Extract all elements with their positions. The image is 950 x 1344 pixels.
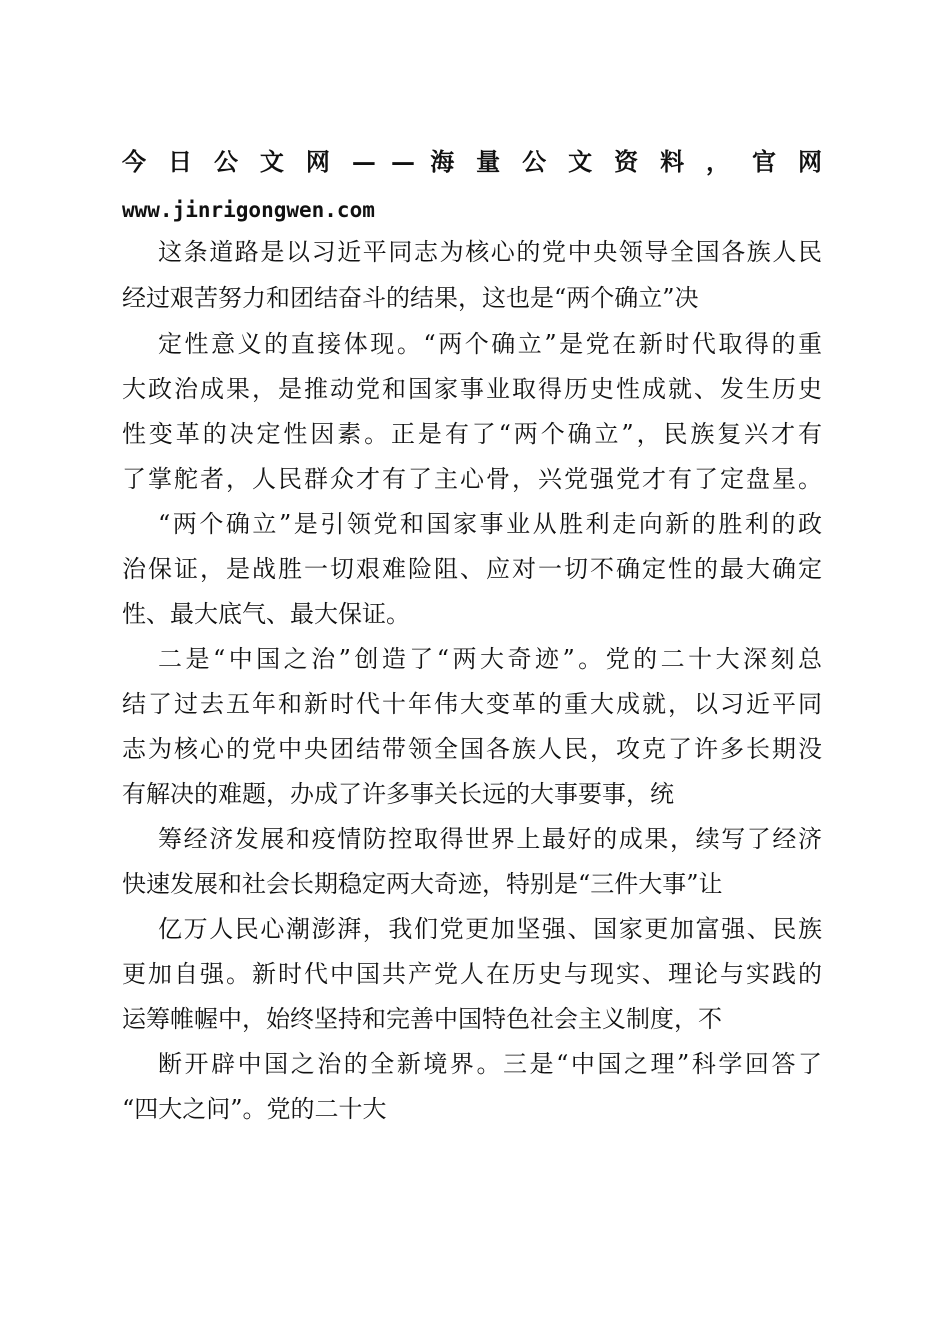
body-line: “两个确立”是引领党和国家事业从胜利走向新的胜利的政 <box>158 510 822 538</box>
header-title: 今 日 公 文 网 — — 海 量 公 文 资 料 ， 官 网 <box>122 147 822 176</box>
body-line: “四大之问”。党的二十大 <box>122 1095 387 1123</box>
body-line: 更加自强。新时代中国共产党人在历史与现实、理论与实践的 <box>122 960 822 988</box>
body-line: 定性意义的直接体现。“两个确立”是党在新时代取得的重 <box>158 330 822 358</box>
body-line: 运筹帷幄中，始终坚持和完善中国特色社会主义制度，不 <box>122 1005 722 1033</box>
body-line: 有解决的难题，办成了许多事关长远的大事要事，统 <box>122 780 674 808</box>
body-line: 亿万人民心潮澎湃，我们党更加坚强、国家更加富强、民族 <box>158 915 822 943</box>
body-line: 结了过去五年和新时代十年伟大变革的重大成就，以习近平同 <box>122 690 822 718</box>
body-line: 性、最大底气、最大保证。 <box>122 600 410 628</box>
body-line: 这条道路是以习近平同志为核心的党中央领导全国各族人民 <box>158 238 822 266</box>
body-line: 大政治成果，是推动党和国家事业取得历史性成就、发生历史 <box>122 375 822 403</box>
body-line: 了掌舵者，人民群众才有了主心骨，兴党强党才有了定盘星。 <box>122 465 822 493</box>
body-line: 快速发展和社会长期稳定两大奇迹，特别是“三件大事”让 <box>122 870 723 898</box>
body-line: 断开辟中国之治的全新境界。三是“中国之理”科学回答了 <box>158 1050 822 1078</box>
body-line: 志为核心的党中央团结带领全国各族人民，攻克了许多长期没 <box>122 735 822 763</box>
body-line: 治保证，是战胜一切艰难险阻、应对一切不确定性的最大确定 <box>122 555 822 583</box>
body-line: 二是“中国之治”创造了“两大奇迹”。党的二十大深刻总 <box>158 645 822 673</box>
header-url: www.jinrigongwen.com <box>122 198 375 222</box>
body-line: 经过艰苦努力和团结奋斗的结果，这也是“两个确立”决 <box>122 284 699 312</box>
body-line: 筹经济发展和疫情防控取得世界上最好的成果，续写了经济 <box>158 825 822 853</box>
body-line: 性变革的决定性因素。正是有了“两个确立”，民族复兴才有 <box>122 420 822 448</box>
